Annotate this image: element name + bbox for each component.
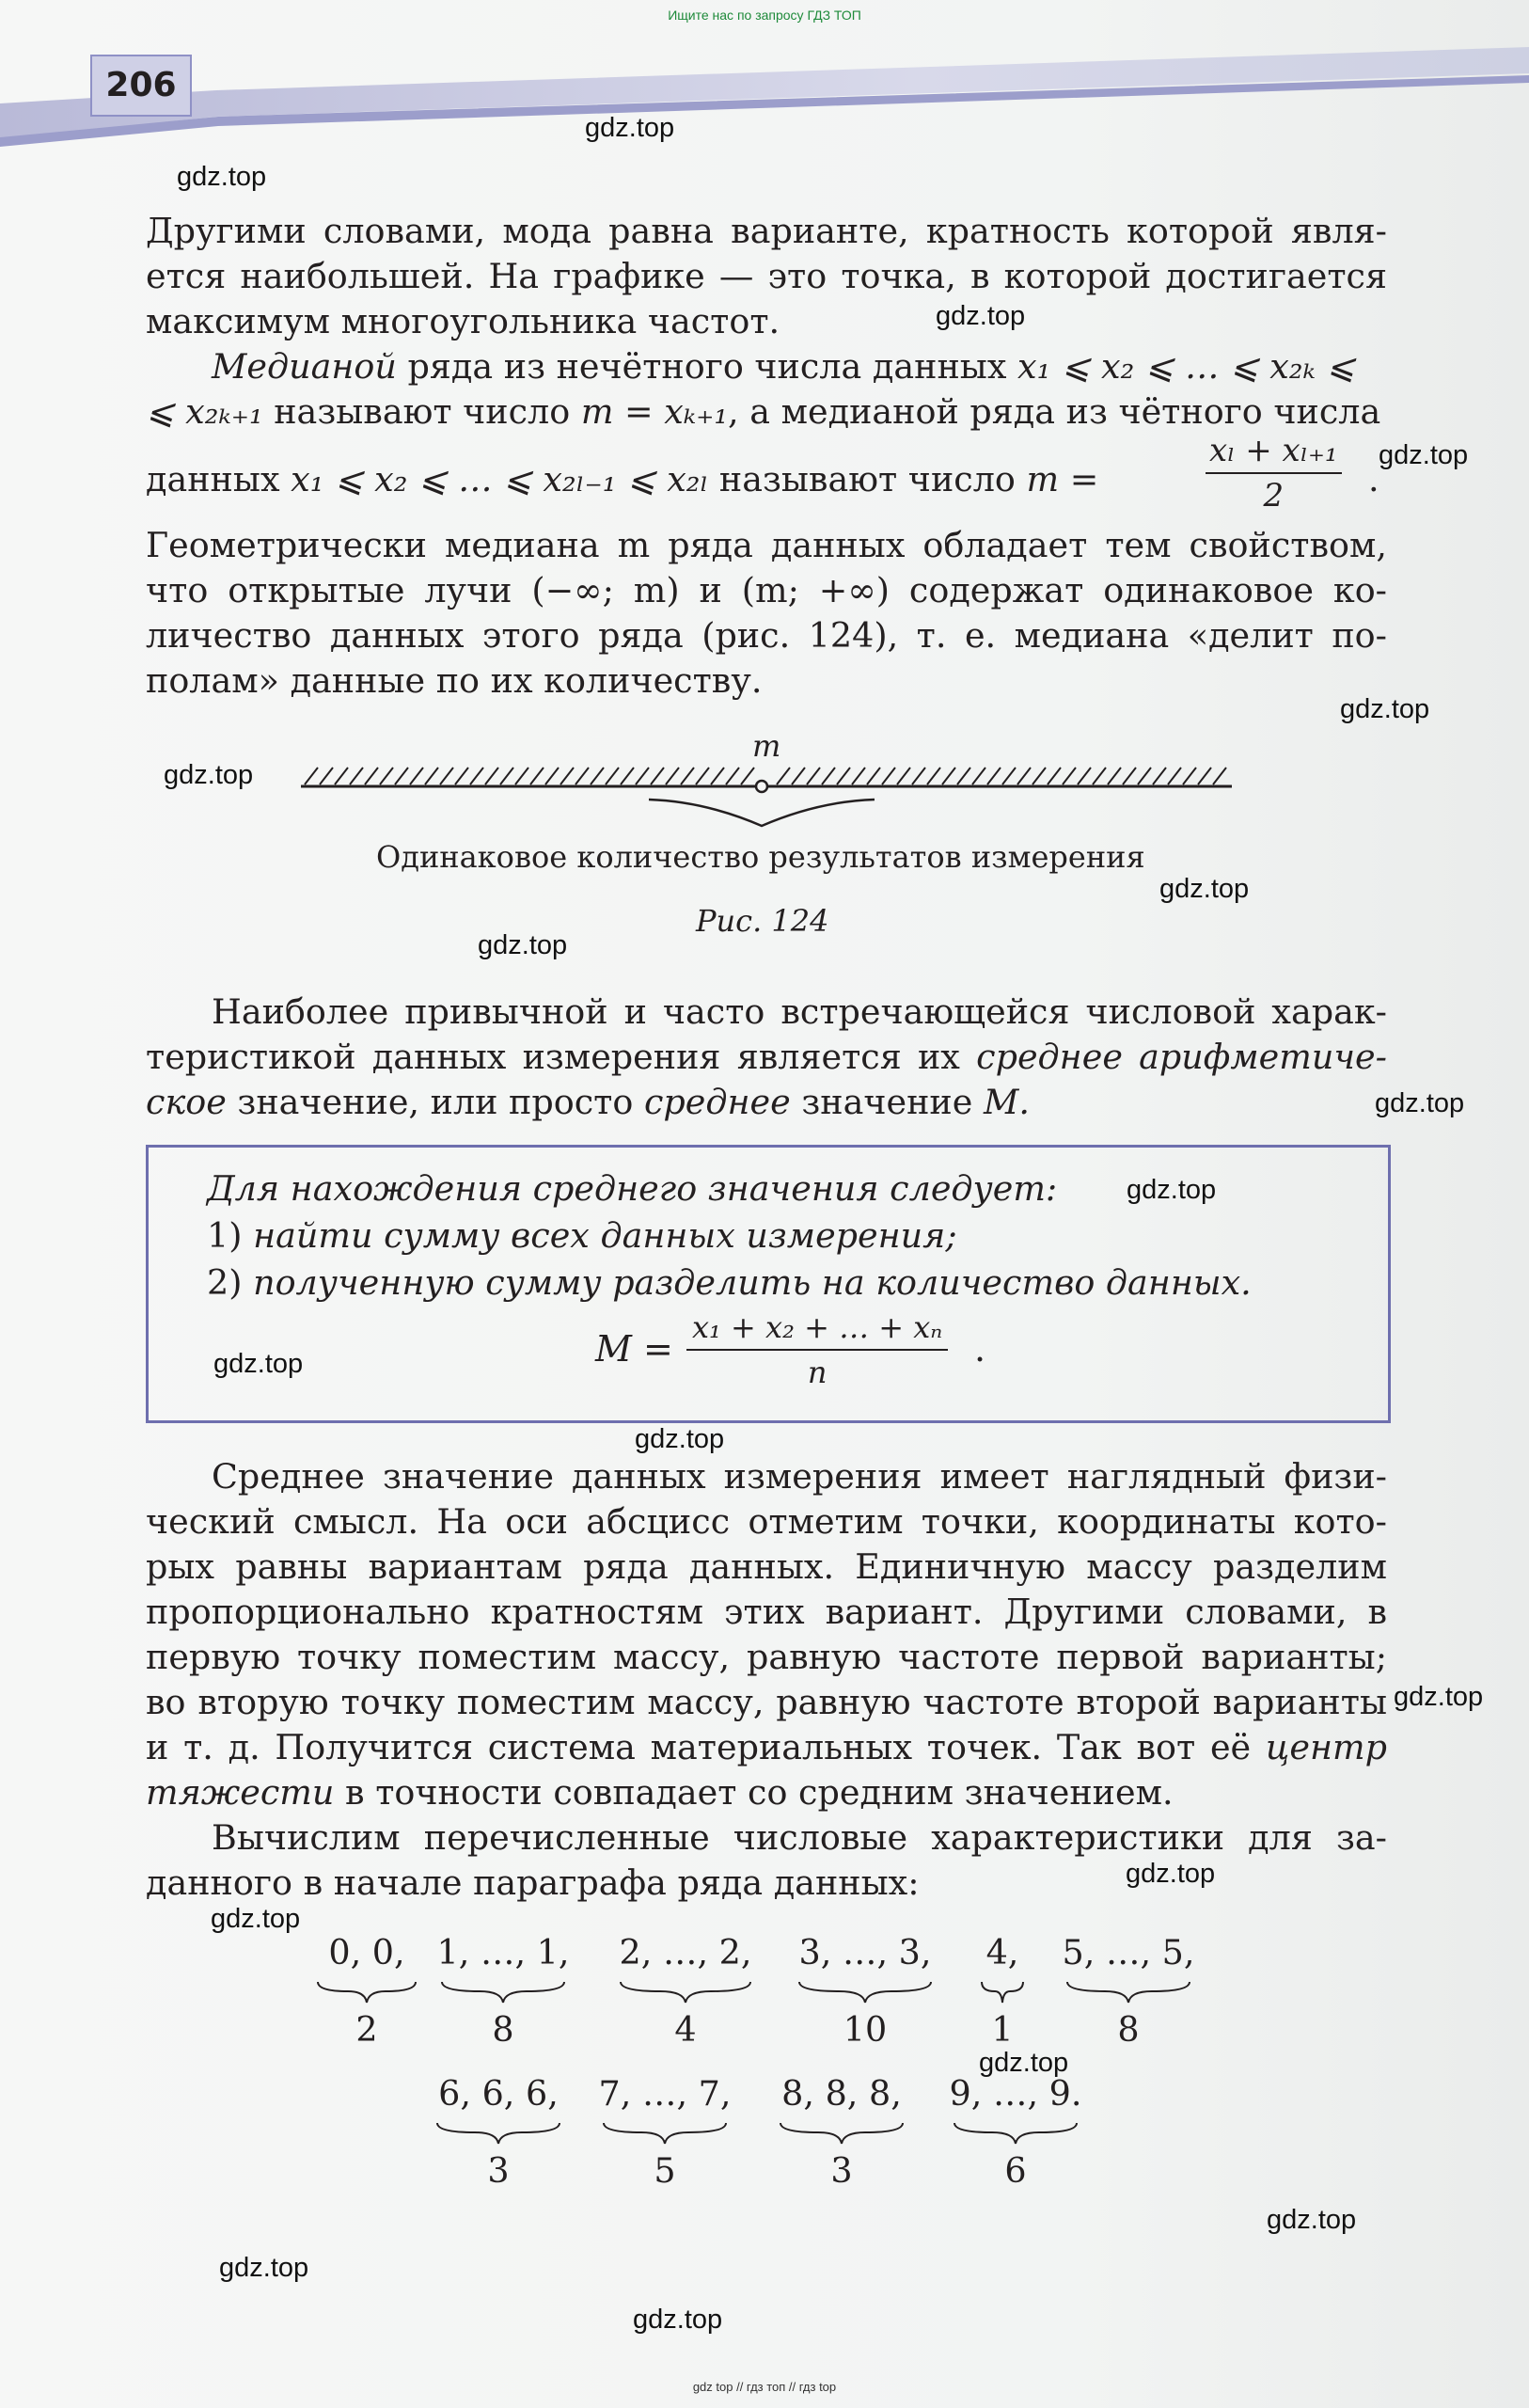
text-span: называют число — [262, 391, 581, 432]
series-group — [428, 2073, 569, 2191]
fraction-denominator: n — [807, 1354, 828, 1390]
watermark: gdz.top — [211, 1904, 301, 1934]
brace — [1058, 1980, 1199, 2004]
watermark: gdz.top — [219, 2253, 309, 2283]
term-gravity: тяжести — [146, 1772, 335, 1813]
watermark: gdz.top — [478, 930, 568, 960]
paragraph-line: во вторую точку поместим массу, равную частоте второй варианты — [146, 1682, 1387, 1722]
series-count: 10 — [843, 2009, 888, 2050]
text-span: и т. д. Получится система материальных точек. Так вот её — [146, 1727, 1266, 1767]
median-definition-line-1 — [212, 344, 1387, 390]
text-span: называют число — [708, 459, 1027, 499]
text-span: в точности совпадает со средним значением. — [334, 1772, 1174, 1813]
watermark: gdz.top — [1267, 2205, 1357, 2235]
watermark: gdz.top — [1379, 440, 1469, 470]
physical-line-7 — [146, 1725, 1387, 1771]
term-center: центр — [1265, 1727, 1387, 1767]
text-span: среднее — [643, 1082, 791, 1122]
series-count: 8 — [1117, 2009, 1140, 2050]
rule-step-2 — [207, 1260, 1448, 1307]
text-span: ское — [146, 1082, 227, 1122]
series-group — [611, 1932, 760, 2050]
text-span: ряда из нечётного числа данных — [396, 346, 1018, 387]
paragraph-line: пропорционально кратностям этих вариант. Другими словами, в — [146, 1592, 1387, 1632]
watermark: gdz.top — [633, 2305, 723, 2335]
series-values: 4, — [985, 1932, 1019, 1972]
median-definition-line-2 — [146, 389, 1387, 436]
paragraph-line: первую точку поместим массу, равную частоте первой варианты; — [146, 1637, 1387, 1677]
series-group — [790, 1932, 940, 2050]
series-values: 1, …, 1, — [436, 1932, 570, 1972]
math-expression: m = — [1026, 459, 1099, 499]
watermark: gdz.top — [1340, 694, 1430, 724]
formula-period: . — [974, 1328, 986, 1370]
paragraph-line: Другими словами, мода равна варианте, кратность которой явля- — [146, 211, 1387, 251]
fraction-numerator: x₁ + x₂ + … + xₙ — [686, 1306, 948, 1351]
text-span: теристикой данных измерения является их — [146, 1037, 977, 1077]
watermark: gdz.top — [177, 162, 267, 192]
series-values: 0, 0, — [328, 1932, 405, 1972]
fraction-denominator: 2 — [1263, 477, 1285, 515]
watermark: gdz.top — [979, 2048, 1069, 2078]
paragraph-line: максимум многоугольника частот. — [146, 301, 780, 341]
math-expression: x₁ ⩽ x₂ ⩽ … ⩽ x₂ₖ ⩽ — [1017, 346, 1356, 387]
paragraph-line: Наиболее привычной и часто встречающейся числовой харак- — [212, 991, 1387, 1032]
paragraph-line: Геометрически медиана m ряда данных обладает тем свойством, — [146, 525, 1387, 565]
median-term: Медианой — [212, 346, 397, 387]
paragraph-line: ческий смысл. На оси абсцисс отметим точки, координаты кото- — [146, 1501, 1387, 1542]
series-count: 3 — [487, 2150, 510, 2191]
brace-left-right — [649, 800, 875, 826]
formula-lhs: M = — [595, 1328, 673, 1370]
mean-intro-line-3 — [146, 1080, 1387, 1126]
brace — [978, 1980, 1027, 2004]
paragraph-line: что открытые лучи (−∞; m) и (m; +∞) содержат одинаковое ко- — [146, 570, 1387, 610]
series-values: 3, …, 3, — [798, 1932, 932, 1972]
median-label: m — [752, 728, 781, 764]
brace — [945, 2121, 1086, 2146]
math-expression: x₁ ⩽ x₂ ⩽ … ⩽ x₂ₗ₋₁ ⩽ x₂ₗ — [291, 459, 709, 499]
brace — [433, 1980, 574, 2004]
watermark: gdz.top — [936, 301, 1026, 331]
footer-note: gdz top // гдз топ // гдз top — [692, 2380, 837, 2394]
period: . — [1368, 459, 1379, 499]
physical-line-8 — [146, 1770, 1387, 1816]
paragraph-line: личество данных этого ряда (рис. 124), т. е. медиана «делит по- — [146, 615, 1387, 656]
series-group — [433, 1932, 574, 2050]
series-group — [1058, 1932, 1199, 2050]
series-count: 3 — [830, 2150, 853, 2191]
paragraph-line: данного в начале параграфа ряда данных: — [146, 1862, 920, 1903]
step-number: 2) — [207, 1262, 243, 1303]
series-values: 9, …, 9. — [949, 2073, 1082, 2114]
paragraph-line: ется наибольшей. На графике — это точка, в которой достигается — [146, 256, 1387, 296]
top-note: Ищите нас по запросу ГДЗ ТОП — [668, 8, 861, 23]
series-group — [978, 1932, 1027, 2050]
series-count: 2 — [355, 2009, 378, 2050]
watermark: gdz.top — [1127, 1175, 1217, 1205]
series-group — [594, 2073, 735, 2191]
watermark: gdz.top — [585, 113, 675, 143]
watermark: gdz.top — [635, 1424, 725, 1454]
series-values: 2, …, 2, — [619, 1932, 752, 1972]
watermark: gdz.top — [213, 1349, 304, 1379]
step-text: найти сумму всех данных измерения; — [253, 1215, 957, 1256]
watermark: gdz.top — [1126, 1859, 1216, 1889]
series-count: 6 — [1004, 2150, 1027, 2191]
series-count: 1 — [991, 2009, 1014, 2050]
paragraph-line: Вычислим перечисленные числовые характеристики для за- — [212, 1817, 1387, 1858]
page-number: 206 — [90, 55, 192, 117]
paragraph-line: Среднее значение данных измерения имеет наглядный физи- — [212, 1456, 1387, 1497]
series-values: 5, …, 5, — [1062, 1932, 1195, 1972]
paragraph-line: рых равны вариантам ряда данных. Единичную массу разделим — [146, 1546, 1387, 1587]
brace — [594, 2121, 735, 2146]
header-band — [0, 36, 1529, 149]
watermark: gdz.top — [164, 760, 254, 790]
text-span: , а медианой ряда из чётного числа — [728, 391, 1381, 432]
step-number: 1) — [207, 1215, 243, 1256]
rule-heading: Для нахождения среднего значения следует: — [207, 1168, 1058, 1209]
median-even-fraction — [1206, 429, 1342, 517]
brace — [771, 2121, 912, 2146]
math-expression: ⩽ x₂ₖ₊₁ — [146, 391, 263, 432]
series-group — [310, 1932, 423, 2050]
series-group — [945, 2073, 1086, 2191]
brace — [790, 1980, 940, 2004]
math-expression: m = xₖ₊₁ — [580, 391, 729, 432]
watermark: gdz.top — [1394, 1682, 1484, 1712]
fraction-numerator: xₗ + xₗ₊₁ — [1206, 429, 1342, 474]
text-span: M. — [983, 1082, 1030, 1122]
brace — [428, 2121, 569, 2146]
brace — [310, 1980, 423, 2004]
median-definition-line-3 — [146, 457, 1387, 503]
text-span: значение — [790, 1082, 984, 1122]
watermark: gdz.top — [1375, 1088, 1465, 1118]
series-count: 5 — [654, 2150, 676, 2191]
rule-step-1 — [207, 1213, 1448, 1259]
text-span: данных — [146, 459, 292, 499]
brace — [611, 1980, 760, 2004]
median-point — [756, 781, 767, 792]
text-span: значение, или просто — [226, 1082, 644, 1122]
term-arithmetic-mean: среднее арифметиче- — [976, 1037, 1387, 1077]
series-values: 7, …, 7, — [598, 2073, 732, 2114]
series-group — [771, 2073, 912, 2191]
series-count: 4 — [674, 2009, 697, 2050]
watermark: gdz.top — [1159, 874, 1250, 904]
step-text: полученную сумму разделить на количество данных. — [253, 1262, 1252, 1303]
paragraph-line: полам» данные по их количеству. — [146, 660, 763, 701]
figure-caption-text: Одинаковое количество результатов измерения — [376, 839, 1145, 875]
figure-caption: Рис. 124 — [696, 903, 829, 939]
mean-intro-line-2 — [146, 1035, 1387, 1081]
series-values: 6, 6, 6, — [438, 2073, 559, 2114]
mean-formula-fraction — [686, 1306, 948, 1394]
series-count: 8 — [492, 2009, 514, 2050]
series-values: 8, 8, 8, — [781, 2073, 902, 2114]
